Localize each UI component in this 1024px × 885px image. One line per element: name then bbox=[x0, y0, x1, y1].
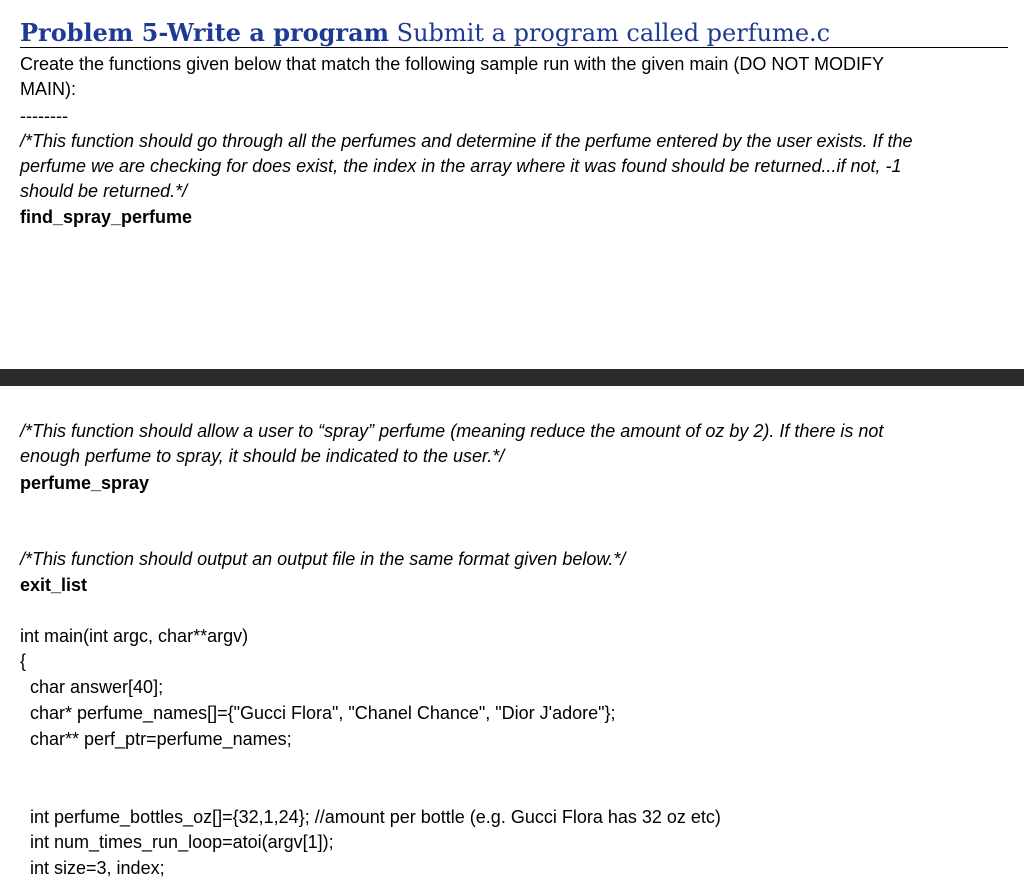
problem-subtitle: Submit a program called perfume.c bbox=[389, 19, 831, 47]
main-signature: int main(int argc, char**argv) bbox=[20, 626, 249, 646]
find-function-name: find_spray_perfume bbox=[20, 207, 193, 227]
code-line-6: int size=3, index; bbox=[30, 858, 165, 878]
code-line-3: char** perf_ptr=perfume_names; bbox=[30, 729, 292, 749]
intro-line-1: Create the functions given below that match the following sample run with the given main (DO NOT MODIFY bbox=[20, 54, 885, 74]
main-open-brace: { bbox=[20, 651, 27, 671]
spray-function-name: perfume_spray bbox=[20, 473, 150, 493]
find-comment-line-3: should be returned.*/ bbox=[20, 181, 188, 201]
code-line-5: int num_times_run_loop=atoi(argv[1]); bbox=[30, 832, 334, 852]
exit-function-name: exit_list bbox=[20, 575, 88, 595]
find-comment-line-1: /*This function should go through all the perfumes and determine if the perfume entered by the user exists. If the bbox=[20, 131, 913, 151]
find-comment-line-2: perfume we are checking for does exist, the index in the array where it was found should be returned...if not, -1 bbox=[20, 156, 902, 176]
code-line-4: int perfume_bottles_oz[]={32,1,24}; //amount per bottle (e.g. Gucci Flora has 32 oz etc) bbox=[30, 807, 721, 827]
problem-heading bbox=[20, 18, 830, 48]
spray-comment-line-2: enough perfume to spray, it should be indicated to the user.*/ bbox=[20, 446, 505, 466]
exit-comment-line-1: /*This function should output an output file in the same format given below.*/ bbox=[20, 549, 626, 569]
intro-line-2: MAIN): bbox=[20, 79, 76, 99]
dash-separator: -------- bbox=[20, 106, 68, 126]
code-line-2: char* perfume_names[]={"Gucci Flora", "Chanel Chance", "Dior J'adore"}; bbox=[30, 703, 616, 723]
code-line-1: char answer[40]; bbox=[30, 677, 164, 697]
heading-rule bbox=[20, 47, 1008, 48]
spray-comment-line-1: /*This function should allow a user to “spray” perfume (meaning reduce the amount of oz by 2). If there is not bbox=[20, 421, 884, 441]
problem-title: Problem 5-Write a program bbox=[20, 18, 390, 47]
page-divider bbox=[0, 369, 1024, 386]
